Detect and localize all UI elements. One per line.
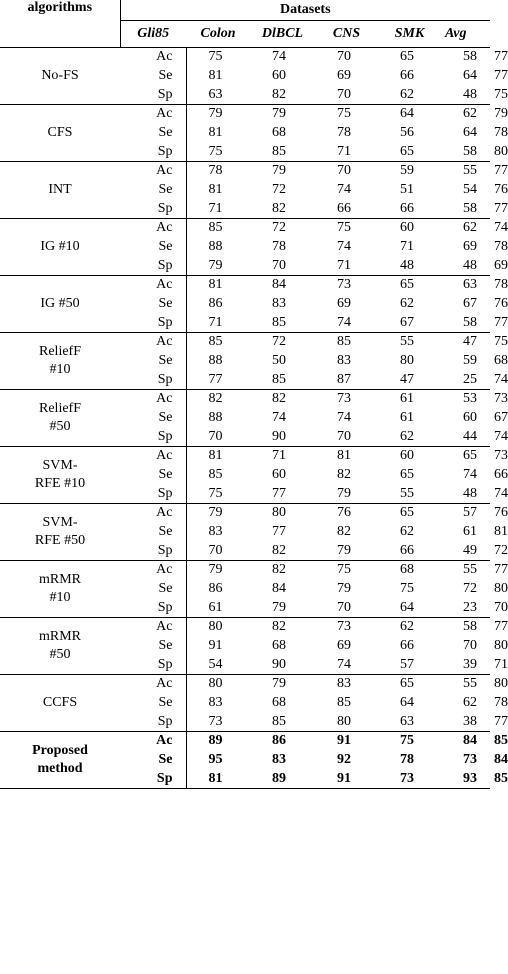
value-cell: 93 (441, 770, 490, 789)
value-cell: 80 (208, 619, 223, 635)
metric-label: Se (120, 466, 186, 485)
value-cell: 85 (250, 371, 315, 390)
value-cell: 57 (463, 505, 477, 521)
value-cell: 60 (400, 448, 414, 464)
value-cell: 72 (272, 334, 286, 350)
value-cell: 72 (463, 581, 477, 596)
metric-label: Sp (120, 428, 186, 447)
table-row: Se 81 68 78 56 64 78 (0, 124, 490, 143)
value-cell: 55 (463, 562, 477, 578)
col-header-avg: Avg (441, 21, 490, 48)
value-cell: 79 (272, 163, 286, 179)
table-row: Se 86 83 69 62 67 76 (0, 295, 490, 314)
value-cell: 85 (250, 713, 315, 732)
metric-label: Ac (120, 675, 186, 694)
value-cell: 72 (272, 182, 286, 197)
value-cell: 83 (272, 752, 286, 767)
value-cell: 62 (400, 524, 414, 539)
metric-label: Sp (120, 599, 186, 618)
value-cell: 73 (463, 752, 477, 767)
table-row: IG #50 Ac 81 84 73 65 63 78 (0, 276, 490, 295)
metric-label: Se (120, 295, 186, 314)
metric-label: Se (120, 694, 186, 713)
value-cell: 85 (250, 314, 315, 333)
col-header-smk: SMK (378, 21, 441, 48)
value-cell: 48 (378, 257, 441, 276)
table-row: ReliefF #50 Ac 82 82 73 61 53 73 (0, 390, 490, 409)
value-cell: 75 (337, 106, 351, 122)
value-cell: 75 (337, 562, 351, 578)
value-cell: 74 (337, 239, 351, 254)
metric-label: Sp (120, 143, 186, 162)
value-cell: 88 (208, 410, 223, 425)
algorithm-name: IG #10 (0, 219, 120, 276)
table-row: IG #10 Ac 85 72 75 60 62 74 (0, 219, 490, 238)
value-cell: 81 (208, 125, 223, 140)
metric-label: Ac (120, 162, 186, 181)
value-cell: 67 (378, 314, 441, 333)
value-cell: 83 (272, 296, 286, 311)
value-cell: 25 (441, 371, 490, 390)
metric-label: Se (120, 637, 186, 656)
table-row: Sp 70 82 79 66 49 72 (0, 542, 490, 561)
value-cell: 69 (337, 296, 351, 311)
algorithms-header: algorithms (0, 0, 120, 48)
value-cell: 64 (400, 695, 414, 710)
value-cell: 68 (272, 638, 286, 653)
algorithm-name: mRMR #50 (0, 618, 120, 675)
value-cell: 65 (400, 467, 414, 482)
value-cell: 83 (337, 676, 351, 692)
value-cell: 67 (463, 296, 477, 311)
value-cell: 88 (208, 353, 223, 368)
table-row: Sp 61 79 70 64 23 70 (0, 599, 490, 618)
metric-label: Se (120, 67, 186, 86)
value-cell: 90 (250, 428, 315, 447)
algorithm-name: CCFS (0, 675, 120, 732)
metric-label: Sp (120, 86, 186, 105)
value-cell: 73 (337, 277, 351, 293)
value-cell: 72 (272, 220, 286, 236)
value-cell: 73 (337, 619, 351, 635)
value-cell: 82 (250, 86, 315, 105)
algorithm-name: SVM- RFE #50 (0, 504, 120, 561)
value-cell: 78 (400, 752, 414, 767)
metric-label: Sp (120, 770, 186, 789)
value-cell: 79 (250, 599, 315, 618)
metric-label: Sp (120, 713, 186, 732)
value-cell: 65 (463, 448, 477, 464)
metric-label: Se (120, 751, 186, 770)
table-row: mRMR #50 Ac 80 82 73 62 58 77 (0, 618, 490, 637)
results-body (0, 48, 508, 789)
value-cell: 66 (378, 200, 441, 219)
value-cell: 71 (272, 448, 286, 464)
value-cell: 81 (186, 770, 250, 789)
value-cell: 65 (400, 277, 414, 293)
value-cell: 62 (400, 296, 414, 311)
value-cell: 81 (337, 448, 351, 464)
value-cell: 78 (337, 125, 351, 140)
value-cell: 62 (378, 428, 441, 447)
table-row: Sp 75 85 71 65 58 80 (0, 143, 490, 162)
value-cell: 58 (441, 314, 490, 333)
algorithm-name: SVM- RFE #10 (0, 447, 120, 504)
table-row: Se 86 84 79 75 72 80 (0, 580, 490, 599)
value-cell: 82 (272, 619, 286, 635)
table-row: Se 88 74 74 61 60 67 (0, 409, 490, 428)
metric-label: Ac (120, 447, 186, 466)
value-cell: 75 (186, 485, 250, 504)
value-cell: 71 (315, 143, 378, 162)
metric-label: Se (120, 238, 186, 257)
table-row: SVM- RFE #10 Ac 81 71 81 60 65 73 (0, 447, 490, 466)
value-cell: 71 (186, 200, 250, 219)
value-cell: 86 (208, 581, 223, 596)
table-row: Se 95 83 92 78 73 84 (0, 751, 490, 770)
value-cell: 79 (337, 581, 351, 596)
value-cell: 44 (441, 428, 490, 447)
table-row: Se 85 60 82 65 74 66 (0, 466, 490, 485)
metric-label: Se (120, 523, 186, 542)
value-cell: 79 (315, 542, 378, 561)
value-cell: 75 (337, 220, 351, 236)
value-cell: 78 (208, 163, 223, 179)
metric-label: Sp (120, 257, 186, 276)
value-cell: 68 (272, 695, 286, 710)
value-cell: 74 (272, 410, 286, 425)
value-cell: 55 (463, 163, 477, 179)
value-cell: 61 (463, 524, 477, 539)
metric-label: Ac (120, 333, 186, 352)
value-cell: 70 (250, 257, 315, 276)
value-cell: 70 (315, 428, 378, 447)
value-cell: 82 (337, 467, 351, 482)
algorithm-name: IG #50 (0, 276, 120, 333)
algorithm-name: mRMR #10 (0, 561, 120, 618)
value-cell: 82 (272, 562, 286, 578)
header-row-top (0, 0, 490, 21)
value-cell: 79 (315, 485, 378, 504)
value-cell: 60 (400, 220, 414, 236)
metric-label: Sp (120, 656, 186, 675)
algorithm-name: ReliefF #50 (0, 390, 120, 447)
value-cell: 58 (463, 619, 477, 635)
value-cell: 79 (208, 106, 223, 122)
value-cell: 64 (400, 106, 414, 122)
value-cell: 54 (463, 182, 477, 197)
table-row: mRMR #10 Ac 79 82 75 68 55 77 (0, 561, 490, 580)
value-cell: 66 (378, 542, 441, 561)
value-cell: 63 (378, 713, 441, 732)
value-cell: 68 (400, 562, 414, 578)
value-cell: 85 (337, 334, 351, 350)
table-row: Se 88 78 74 71 69 78 (0, 238, 490, 257)
metric-label: Sp (120, 542, 186, 561)
metric-label: Ac (120, 105, 186, 124)
metric-label: Se (120, 124, 186, 143)
value-cell: 60 (463, 410, 477, 425)
value-cell: 85 (208, 220, 223, 236)
metric-label: Ac (120, 390, 186, 409)
value-cell: 74 (463, 467, 477, 482)
table-row: Se 91 68 69 66 70 80 (0, 637, 490, 656)
table-row: Proposed method Ac 89 86 91 75 84 85 (0, 732, 490, 751)
value-cell: 54 (186, 656, 250, 675)
value-cell: 62 (463, 695, 477, 710)
table-row: Sp 54 90 74 57 39 71 (0, 656, 490, 675)
metric-label: Sp (120, 200, 186, 219)
value-cell: 81 (208, 68, 223, 83)
value-cell: 85 (208, 334, 223, 350)
value-cell: 62 (400, 619, 414, 635)
value-cell: 66 (315, 200, 378, 219)
value-cell: 55 (378, 485, 441, 504)
value-cell: 48 (441, 257, 490, 276)
table-row: Sp 70 90 70 62 44 74 (0, 428, 490, 447)
value-cell: 83 (208, 695, 223, 710)
value-cell: 79 (272, 676, 286, 692)
metric-label: Ac (120, 48, 186, 67)
table-row: Sp 77 85 87 47 25 74 (0, 371, 490, 390)
value-cell: 69 (337, 638, 351, 653)
value-cell: 95 (208, 752, 223, 767)
datasets-header: Datasets (280, 2, 331, 17)
value-cell: 82 (208, 391, 223, 407)
value-cell: 70 (337, 163, 351, 179)
value-cell: 59 (463, 353, 477, 368)
value-cell: 82 (337, 524, 351, 539)
value-cell: 60 (272, 467, 286, 482)
algorithm-name: ReliefF #10 (0, 333, 120, 390)
algorithm-name: No-FS (0, 48, 120, 105)
value-cell: 92 (337, 752, 351, 767)
value-cell: 70 (315, 599, 378, 618)
value-cell: 88 (208, 239, 223, 254)
value-cell: 79 (208, 562, 223, 578)
value-cell: 90 (250, 656, 315, 675)
value-cell: 55 (463, 676, 477, 692)
value-cell: 81 (208, 277, 223, 293)
metric-label: Sp (120, 485, 186, 504)
value-cell: 86 (250, 732, 315, 751)
metric-label: Ac (120, 732, 186, 751)
value-cell: 80 (400, 353, 414, 368)
table-row: Se 83 68 85 64 62 78 (0, 694, 490, 713)
value-cell: 70 (186, 428, 250, 447)
value-cell: 61 (400, 391, 414, 407)
value-cell: 82 (250, 542, 315, 561)
metric-label: Sp (120, 314, 186, 333)
value-cell: 82 (250, 200, 315, 219)
metric-label: Se (120, 352, 186, 371)
value-cell: 48 (441, 485, 490, 504)
metric-label: Ac (120, 276, 186, 295)
value-cell: 89 (250, 770, 315, 789)
value-cell: 79 (208, 505, 223, 521)
algorithm-name: CFS (0, 105, 120, 162)
table-row: No-FS Ac 75 74 70 65 58 77 (0, 48, 490, 67)
value-cell: 48 (441, 86, 490, 105)
table-row: CFS Ac 79 79 75 64 62 79 (0, 105, 490, 124)
table-row: INT Ac 78 79 70 59 55 77 (0, 162, 490, 181)
value-cell: 85 (337, 695, 351, 710)
value-cell: 78 (272, 239, 286, 254)
value-cell: 76 (337, 505, 351, 521)
metric-label: Se (120, 409, 186, 428)
value-cell: 63 (463, 277, 477, 293)
value-cell: 81 (208, 448, 223, 464)
value-cell: 73 (378, 770, 441, 789)
col-header-gli85: Gli85 (120, 21, 186, 48)
value-cell: 85 (250, 143, 315, 162)
metric-label: Ac (120, 618, 186, 637)
metric-label: Ac (120, 219, 186, 238)
value-cell: 80 (208, 676, 223, 692)
value-cell: 75 (400, 581, 414, 596)
table-row: Sp 75 77 79 55 48 74 (0, 485, 490, 504)
value-cell: 77 (250, 485, 315, 504)
value-cell: 64 (463, 68, 477, 83)
value-cell: 49 (441, 542, 490, 561)
value-cell: 91 (315, 770, 378, 789)
table-row: Se 83 77 82 62 61 81 (0, 523, 490, 542)
metric-label: Ac (120, 504, 186, 523)
col-header-colon: Colon (186, 21, 250, 48)
value-cell: 51 (400, 182, 414, 197)
table-row: ReliefF #10 Ac 85 72 85 55 47 75 (0, 333, 490, 352)
value-cell: 75 (208, 49, 223, 65)
value-cell: 39 (441, 656, 490, 675)
col-header-cns: CNS (315, 21, 378, 48)
metric-label: Sp (120, 371, 186, 390)
value-cell: 70 (186, 542, 250, 561)
table-row: Sp 71 82 66 66 58 77 (0, 200, 490, 219)
value-cell: 64 (463, 125, 477, 140)
value-cell: 84 (441, 732, 490, 751)
value-cell: 79 (186, 257, 250, 276)
value-cell: 77 (272, 524, 286, 539)
value-cell: 80 (272, 505, 286, 521)
value-cell: 61 (186, 599, 250, 618)
value-cell: 74 (337, 182, 351, 197)
metric-label: Ac (120, 561, 186, 580)
value-cell: 23 (441, 599, 490, 618)
value-cell: 71 (400, 239, 414, 254)
value-cell: 62 (378, 86, 441, 105)
value-cell: 74 (315, 314, 378, 333)
value-cell: 58 (463, 49, 477, 65)
col-header-dlbcl: DlBCL (250, 21, 315, 48)
value-cell: 91 (208, 638, 223, 653)
value-cell: 56 (400, 125, 414, 140)
value-cell: 80 (315, 713, 378, 732)
table-row: Sp 81 89 91 73 93 85 (0, 770, 490, 789)
value-cell: 65 (378, 143, 441, 162)
value-cell: 62 (463, 106, 477, 122)
value-cell: 74 (337, 410, 351, 425)
metric-label: Se (120, 580, 186, 599)
value-cell: 66 (400, 638, 414, 653)
algorithm-name: INT (0, 162, 120, 219)
table-row: Se 81 60 69 66 64 77 (0, 67, 490, 86)
value-cell: 82 (272, 391, 286, 407)
value-cell: 47 (378, 371, 441, 390)
value-cell: 55 (400, 334, 414, 350)
value-cell: 69 (337, 68, 351, 83)
metric-label: Se (120, 181, 186, 200)
value-cell: 62 (463, 220, 477, 236)
value-cell: 70 (463, 638, 477, 653)
value-cell: 38 (441, 713, 490, 732)
value-cell: 64 (378, 599, 441, 618)
value-cell: 75 (378, 732, 441, 751)
value-cell: 71 (315, 257, 378, 276)
value-cell: 69 (463, 239, 477, 254)
value-cell: 85 (208, 467, 223, 482)
value-cell: 65 (400, 505, 414, 521)
value-cell: 83 (208, 524, 223, 539)
table-row: SVM- RFE #50 Ac 79 80 76 65 57 76 (0, 504, 490, 523)
value-cell: 84 (272, 277, 286, 293)
value-cell: 86 (208, 296, 223, 311)
table-row: Se 81 72 74 51 54 76 (0, 181, 490, 200)
table-row: Sp 71 85 74 67 58 77 (0, 314, 490, 333)
table-row: Sp 63 82 70 62 48 75 (0, 86, 490, 105)
value-cell: 87 (315, 371, 378, 390)
value-cell: 74 (315, 656, 378, 675)
value-cell: 91 (315, 732, 378, 751)
value-cell: 79 (272, 106, 286, 122)
value-cell: 70 (337, 49, 351, 65)
value-cell: 60 (272, 68, 286, 83)
value-cell: 59 (400, 163, 414, 179)
value-cell: 47 (463, 334, 477, 350)
value-cell: 53 (463, 391, 477, 407)
value-cell: 74 (272, 49, 286, 65)
value-cell: 81 (208, 182, 223, 197)
value-cell: 65 (400, 49, 414, 65)
table-row: Sp 73 85 80 63 38 77 (0, 713, 490, 732)
value-cell: 70 (315, 86, 378, 105)
value-cell: 50 (272, 353, 286, 368)
value-cell: 73 (337, 391, 351, 407)
value-cell: 63 (186, 86, 250, 105)
value-cell: 61 (400, 410, 414, 425)
value-cell: 75 (186, 143, 250, 162)
value-cell: 58 (441, 200, 490, 219)
table-row: Se 88 50 83 80 59 68 (0, 352, 490, 371)
table-row: CCFS Ac 80 79 83 65 55 80 (0, 675, 490, 694)
value-cell: 68 (272, 125, 286, 140)
value-cell: 83 (337, 353, 351, 368)
value-cell: 71 (186, 314, 250, 333)
value-cell: 65 (400, 676, 414, 692)
value-cell: 57 (378, 656, 441, 675)
value-cell: 66 (400, 68, 414, 83)
value-cell: 84 (272, 581, 286, 596)
algorithm-name: Proposed method (0, 732, 120, 789)
value-cell: 89 (186, 732, 250, 751)
table-row: Sp 79 70 71 48 48 69 (0, 257, 490, 276)
value-cell: 77 (186, 371, 250, 390)
value-cell: 58 (441, 143, 490, 162)
value-cell: 73 (186, 713, 250, 732)
